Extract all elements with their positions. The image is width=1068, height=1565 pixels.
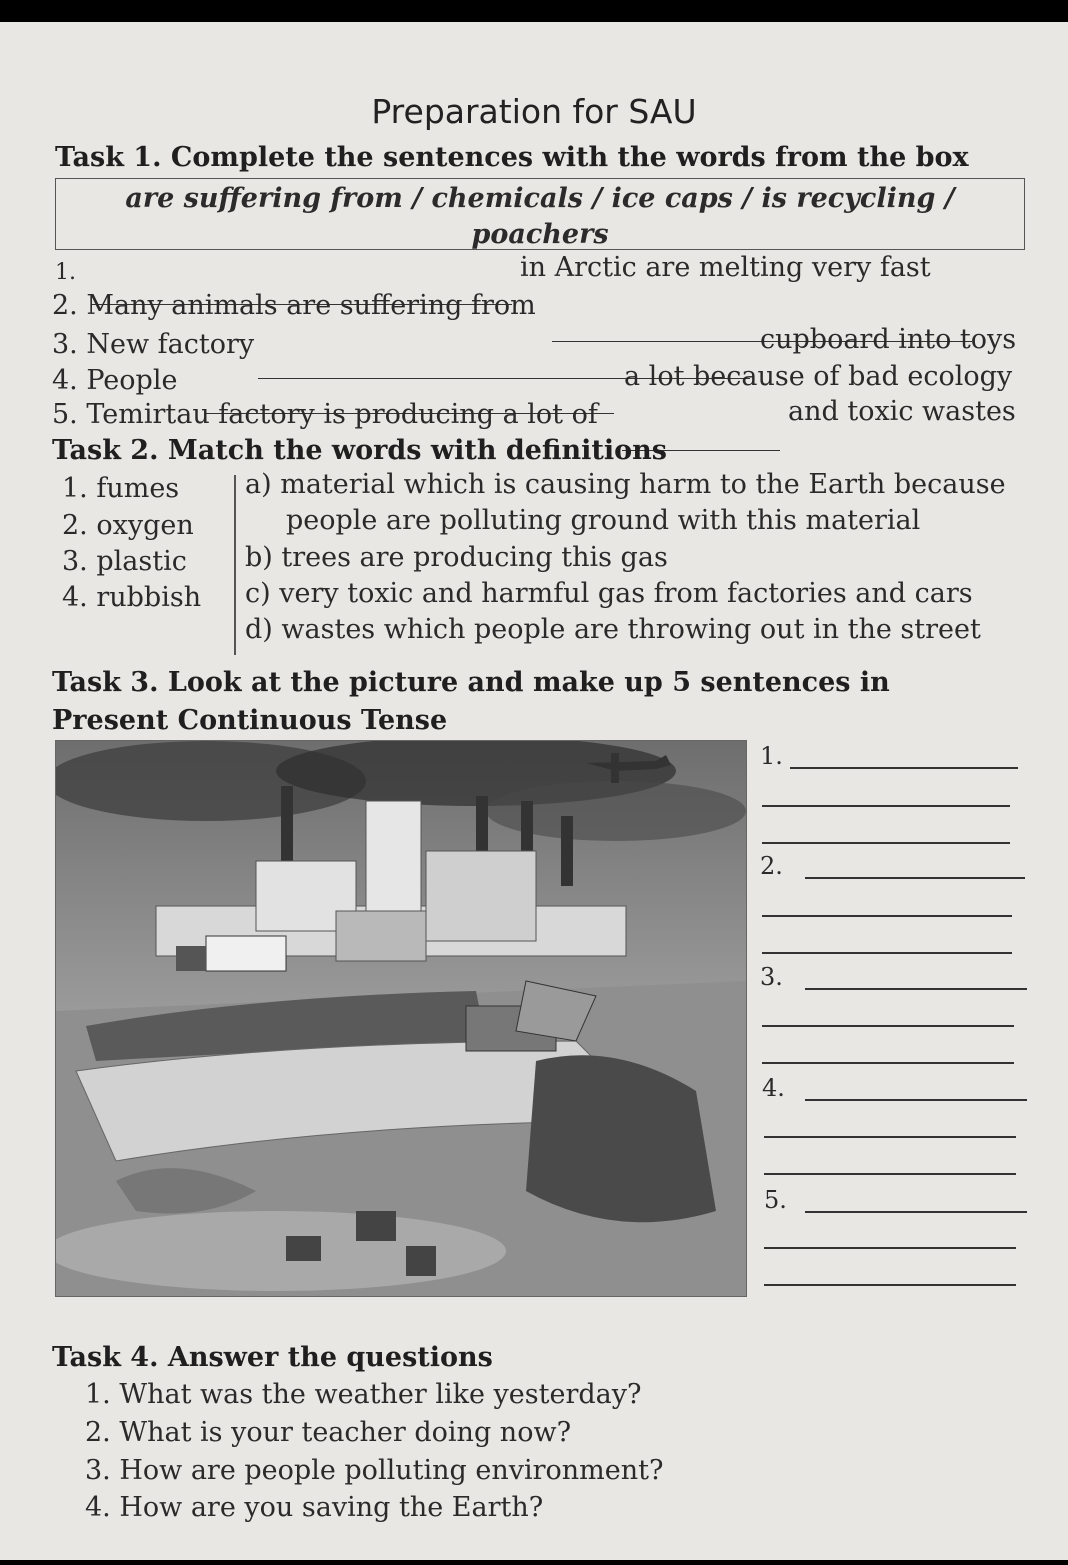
- definition-b: b) trees are producing this gas: [245, 542, 668, 573]
- task3-heading-line-1: Task 3. Look at the picture and make up 5 sentences in: [52, 667, 890, 698]
- sentence-5-end: and toxic wastes: [788, 396, 1016, 427]
- sentence-3-start: 3. New factory: [52, 329, 255, 360]
- answer-line-5c[interactable]: [764, 1284, 1016, 1286]
- answer-line-4c[interactable]: [764, 1173, 1016, 1175]
- answer-number-5: 5.: [764, 1186, 787, 1214]
- definition-d: d) wastes which people are throwing out in the street: [245, 614, 981, 645]
- answer-line-5b[interactable]: [764, 1247, 1016, 1249]
- word-box-line-1: are suffering from / chemicals / ice caps / is recycling /: [125, 183, 955, 214]
- match-word-1: 1. fumes: [62, 473, 180, 504]
- sentence-4-end: a lot because of bad ecology: [624, 361, 1013, 392]
- task4-heading: Task 4. Answer the questions: [52, 1342, 493, 1373]
- answer-line-4a[interactable]: [805, 1099, 1027, 1101]
- answer-line-1b[interactable]: [762, 805, 1010, 807]
- answer-number-4: 4.: [762, 1074, 785, 1102]
- answer-line-5a[interactable]: [805, 1211, 1027, 1213]
- pollution-illustration: [55, 740, 747, 1297]
- question-4: 4. How are you saving the Earth?: [85, 1492, 544, 1523]
- answer-line-1a[interactable]: [790, 767, 1018, 769]
- worksheet-page: [0, 22, 1068, 1560]
- answer-number-3: 3.: [760, 963, 783, 991]
- match-word-4: 4. rubbish: [62, 582, 202, 613]
- column-divider: [234, 475, 236, 655]
- definition-a-line-1: a) material which is causing harm to the Earth because: [245, 469, 1006, 500]
- sentence-5-start: 5. Temirtau factory is producing a lot of: [52, 399, 598, 430]
- task3-heading-line-2: Present Continuous Tense: [52, 705, 448, 736]
- answer-line-3a[interactable]: [805, 988, 1027, 990]
- sentence-3-end: cupboard into toys: [760, 324, 1017, 355]
- task1-heading: Task 1. Complete the sentences with the words from the box: [55, 142, 969, 173]
- question-2: 2. What is your teacher doing now?: [85, 1417, 572, 1448]
- answer-line-2b[interactable]: [762, 915, 1012, 917]
- page-title: Preparation for SAU: [371, 92, 697, 131]
- answer-number-1: 1.: [760, 742, 783, 770]
- answer-line-3b[interactable]: [762, 1025, 1014, 1027]
- sentence-1-number: 1.: [55, 260, 76, 285]
- definition-a-line-2: people are polluting ground with this material: [286, 505, 921, 536]
- definition-c: c) very toxic and harmful gas from factories and cars: [245, 578, 973, 609]
- word-box: [55, 178, 1025, 250]
- sentence-4-start: 4. People: [52, 365, 178, 396]
- answer-line-3c[interactable]: [762, 1062, 1014, 1064]
- answer-line-1c[interactable]: [762, 842, 1010, 844]
- question-3: 3. How are people polluting environment?: [85, 1455, 664, 1486]
- sentence-2: 2. Many animals are suffering from: [52, 290, 536, 321]
- task2-heading: Task 2. Match the words with definitions: [52, 435, 668, 466]
- match-word-3: 3. plastic: [62, 546, 187, 577]
- answer-line-2c[interactable]: [762, 952, 1012, 954]
- sentence-1-end: in Arctic are melting very fast: [520, 252, 931, 283]
- match-word-2: 2. oxygen: [62, 510, 194, 541]
- answer-line-4b[interactable]: [764, 1136, 1016, 1138]
- word-box-line-2: poachers: [471, 219, 609, 250]
- question-1: 1. What was the weather like yesterday?: [85, 1379, 642, 1410]
- answer-line-2a[interactable]: [805, 877, 1025, 879]
- answer-number-2: 2.: [760, 852, 783, 880]
